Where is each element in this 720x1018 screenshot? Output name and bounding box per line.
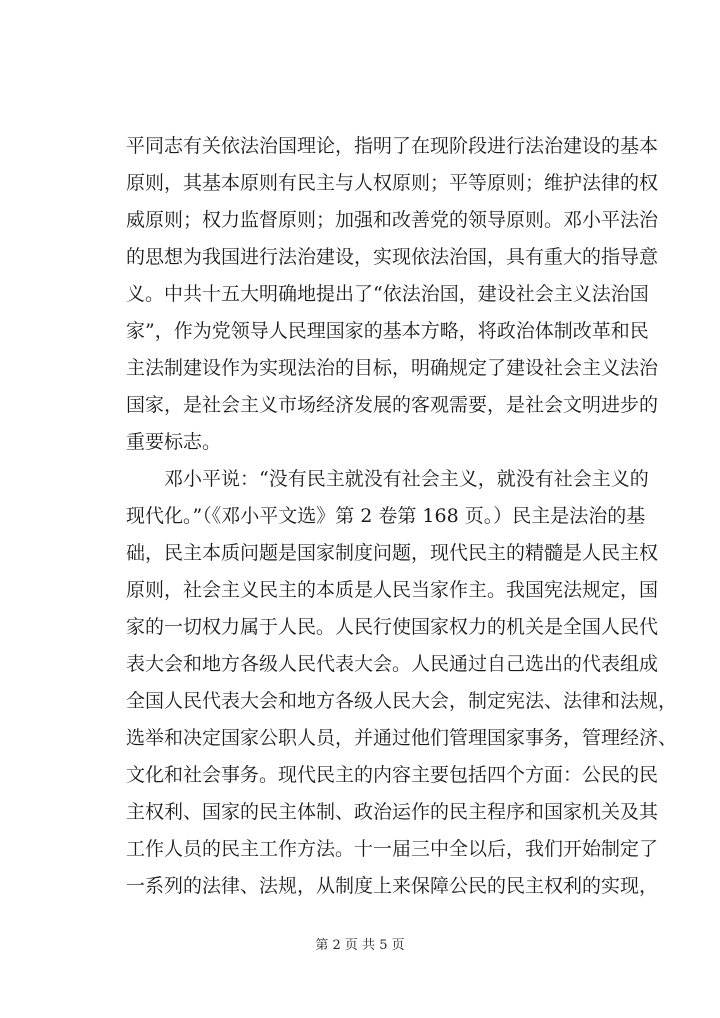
paragraph-1-line-4: 的思想为我国进行法治建设，实现依法治国，具有重大的指导意 bbox=[126, 246, 659, 268]
paragraph-2-line-2: 现代化。”（《邓小平文选》第 2 卷第 168 页。）民主是法治的基 bbox=[126, 505, 646, 527]
paragraph-1-line-1: 平同志有关依法治国理论，指明了在现阶段进行法治建设的基本 bbox=[126, 135, 659, 157]
paragraph-2-line-9: 文化和社会事务。现代民主的内容主要包括四个方面：公民的民 bbox=[126, 764, 659, 786]
paragraph-1-line-8: 国家，是社会主义市场经济发展的客观需要，是社会文明进步的 bbox=[126, 394, 659, 416]
paragraph-1-line-7: 主法制建设作为实现法治的目标，明确规定了建设社会主义法治 bbox=[126, 357, 659, 379]
paragraph-1-line-9: 重要标志。 bbox=[126, 431, 222, 453]
paragraph-2-line-4: 原则，社会主义民主的本质是人民当家作主。我国宪法规定，国 bbox=[126, 579, 659, 601]
paragraph-2-line-11: 工作人员的民主工作方法。十一届三中全以后，我们开始制定了 bbox=[126, 838, 659, 860]
paragraph-2-line-5: 家的一切权力属于人民。人民行使国家权力的机关是全国人民代 bbox=[126, 616, 659, 638]
paragraph-2-line-1: 邓小平说：“没有民主就没有社会主义，就没有社会主义的 bbox=[164, 468, 649, 490]
paragraph-1-line-2: 原则，其基本原则有民主与人权原则；平等原则；维护法律的权 bbox=[126, 172, 659, 194]
paragraph-2-line-3: 础，民主本质问题是国家制度问题，现代民主的精髓是人民主权 bbox=[126, 542, 659, 564]
paragraph-2-line-6: 表大会和地方各级人民代表大会。人民通过自己选出的代表组成 bbox=[126, 653, 659, 675]
paragraph-2-line-10: 主权利、国家的民主体制、政治运作的民主程序和国家机关及其 bbox=[126, 801, 659, 823]
paragraph-2-line-12: 一系列的法律、法规，从制度上来保障公民的民主权利的实现， bbox=[126, 875, 659, 897]
paragraph-1-line-3: 威原则；权力监督原则；加强和改善党的领导原则。邓小平法治 bbox=[126, 209, 659, 231]
paragraph-2-line-7: 全国人民代表大会和地方各级人民大会，制定宪法、法律和法规， bbox=[126, 690, 678, 712]
page-number-footer: 第 2 页 共 5 页 bbox=[315, 938, 405, 953]
paragraph-1-line-6: 家”，作为党领导人民理国家的基本方略，将政治体制改革和民 bbox=[126, 320, 649, 342]
paragraph-2-line-8: 选举和决定国家公职人员，并通过他们管理国家事务，管理经济、 bbox=[126, 727, 678, 749]
paragraph-1-line-5: 义。中共十五大明确地提出了“依法治国，建设社会主义法治国 bbox=[126, 283, 649, 305]
